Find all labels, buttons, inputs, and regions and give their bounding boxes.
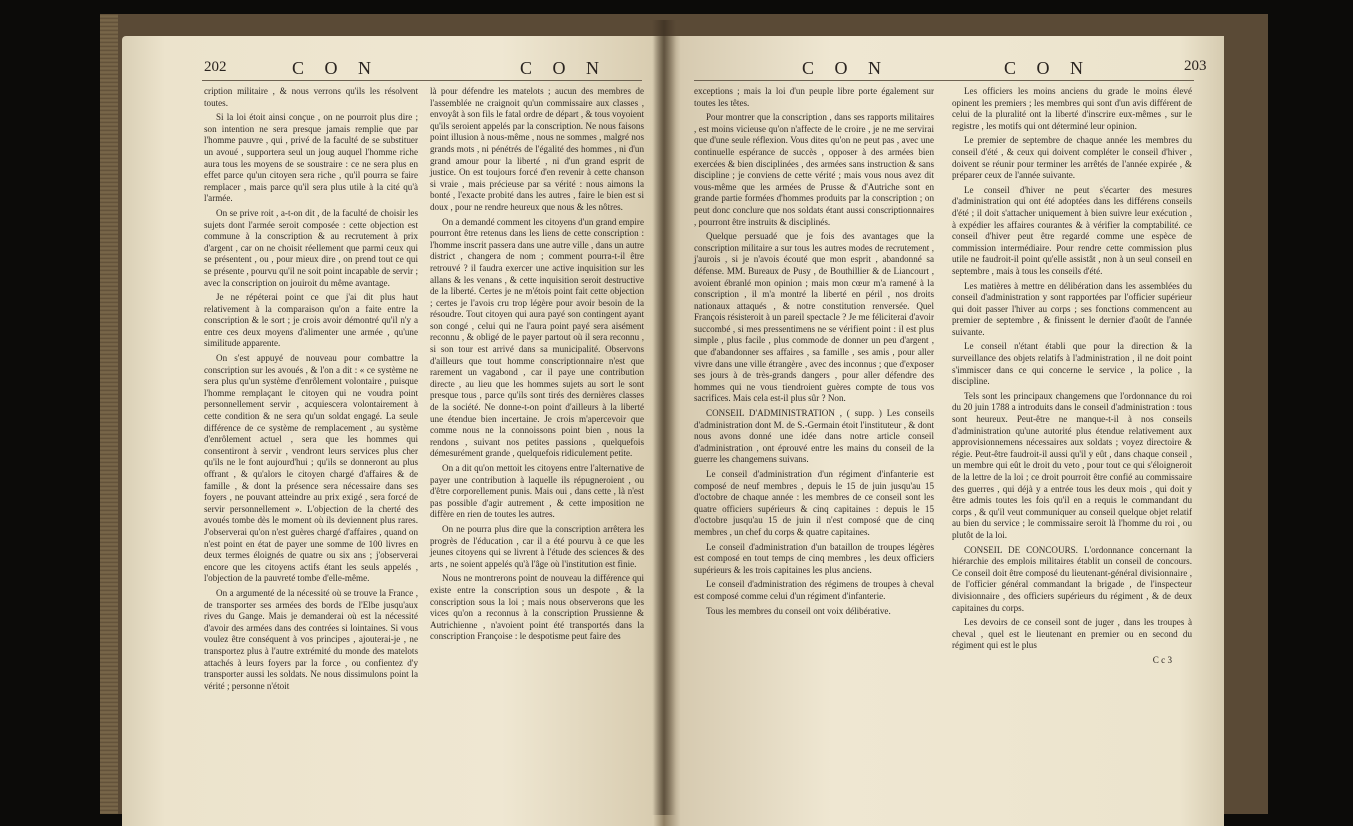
paragraph: exceptions ; mais la loi d'un peuple libre porte également sur toutes les têtes.: [694, 86, 934, 108]
paragraph: là pour défendre les matelots ; aucun des membres de l'assemblée ne craignoit qu'un commissaire aux classes , envoyât à son fils le fatal ordre de départ , & tous voyoient qu'ils seroient appelés par la conscription. Ne nous faisons point illusion à nous-même , nous ne sommes , malgré nos grands mots , ni pénétrés de l'égalité des hommes , ni d'un grand amour pour la liberté , ni d'un grand esprit de justice. On est toujours forcé d'en revenir à cette chanson si vraie , mais précieuse par sa vérité : nous aimons la bonté , l'exacte probité dans les autres , faire le bien est si doux , pour ne rendre heureux que nous & les nôtres.: [430, 86, 644, 212]
paragraph: cription militaire , & nous verrons qu'ils les résolvent toutes.: [204, 86, 418, 108]
paragraph: Tels sont les principaux changemens que l'ordonnance du roi du 20 juin 1788 a introduits dans le conseil d'administration : tous sont heureux. Peut-être ne manque-t-il à nos conseils d'administration qu'une autorité plus étendue relativement aux approvisionnemens nécessaires aux soldats ; voyez directoire & régie. Peut-être faudroit-il aussi qu'il y eût , dans chaque conseil , un membre qui eût le droit du veto , pour tout ce qui s'éloigneroit de la lettre de la loi ; ce droit pourroit être confié au commissaire des guerres , qui déjà y a entrée tous les deux mois , qui doit y être admis toutes les fois qu'il en a requis le commandant du corps , & qu'il veut communiquer au conseil quelque objet relatif au bien du service ; le commissaire seroit là l'homme du roi , ou plutôt de la loi.: [952, 390, 1192, 540]
paragraph: Le conseil d'administration d'un régiment d'infanterie est composé de neuf membres , depuis le 15 de juin jusqu'au 15 d'octobre de chaque année : les membres de ce conseil sont les quatre officiers supérieurs & cinq capitaines : depuis le 15 d'octobre jusqu'au 15 de juin il n'est composé que de cinq membres , un chef du corps & quatre capitaines.: [694, 469, 934, 537]
catchword: C c 3: [1152, 654, 1172, 665]
running-head-right: C O N: [1004, 58, 1092, 78]
paragraph: On a dit qu'on mettoit les citoyens entre l'alternative de payer une contribution à laquelle ils répugneroient , ou d'être corporellement punis. Mais oui , dans cette , là n'est pas possible d'agir autrement , & cette imposition ne diffère en rien de toutes les autres.: [430, 463, 644, 520]
header-rule: [202, 80, 642, 81]
paragraph: Le conseil d'administration d'un bataillon de troupes légères est composé en tout temps de cinq membres , les deux officiers supérieurs & les trois capitaines les plus anciens.: [694, 541, 934, 575]
right-page: [664, 36, 1224, 826]
text-column-1: [204, 86, 418, 695]
running-head-center: C O N: [520, 58, 608, 78]
paragraph: Le conseil n'étant établi que pour la direction & la surveillance des objets relatifs à l'administration , il ne doit point s'immiscer dans ce qui concerne le service , la police , la discipline.: [952, 341, 1192, 387]
paragraph: Si la loi étoit ainsi conçue , on ne pourroit plus dire ; son intention ne sera presque jamais remplie que par l'homme pauvre , qui , privé de la faculté de se substituer un avoué , supportera seul un joug auquel l'homme riche aura tous les moyens de se soustraire : ce ne sera plus en effet parce qu'un citoyen sera riche , qu'il pourra se faire remplacer , mais parce qu'il sera plus utile à la cité qu'à l'armée.: [204, 112, 418, 204]
header-rule: [694, 80, 1194, 81]
paragraph: Pour montrer que la conscription , dans ses rapports militaires , est moins vicieuse qu'on n'affecte de le croire , je ne me servirai que d'une seule réflexion. Vous dites qu'on ne peut pas , avec une continuelle espérance de succès , opposer à des armées bien exercées & bien disciplinées , des armées sans instruction & sans discipline ; je conviens de cette vérité ; mais vous nous avez dit vous-même que les armées de Prusse & d'Autriche sont en grande partie formées d'hommes produits par la conscription ; on peut donc conclure que nos soldats étant aussi conscriptionnaires , pourront être instruits & disciplinés.: [694, 112, 934, 227]
paragraph: On a argumenté de la nécessité où se trouve la France , de transporter ses armées des bords de l'Elbe jusqu'aux rives du Gange. Mais je demanderai où est la nécessité d'avoir des armées dans des contrées si lointaines. Si vous voulez être conséquent à vos principes , ajouterai-je , ne transportez plus à l'autre extrémité du monde des matelots attachés à leurs foyers par la force , ou confientez d'y transporter aussi les soldats. Ne nous dissimulons point la vérité ; personne n'étoit: [204, 587, 418, 691]
running-head: C O N: [802, 58, 890, 78]
paragraph: On se prive roit , a-t-on dit , de la faculté de choisir les sujets dont l'armée seroit composée : cette objection est commune à la conscription & au recrutement à prix d'argent , car on ne choisit réellement que parmi ceux qui se présentent , ou , pour mieux dire , on prend tout ce qui se présente , pourvu qu'il ne soit point incapable de servir ; avec la conscription on jouiroit du même avantage.: [204, 207, 418, 288]
paragraph: Le premier de septembre de chaque année les membres du conseil d'été , & ceux qui doivent compléter le conseil d'hiver , doivent se réunir pour terminer les arrêtés de l'année expirée , & préparer ceux de l'année suivante.: [952, 135, 1192, 181]
page-number: 203: [1184, 58, 1207, 74]
text-column-2: [952, 86, 1192, 670]
paragraph: Nous ne montrerons point de nouveau la différence qui existe entre la conscription sous un despote , & la conscription sous la loi ; mais nous observerons que les vices qu'on a reconnus à la conscription Prussienne & Autrichienne , n'avoient point été transportés dans la conscription Françoise : le despotisme peut faire des: [430, 573, 644, 642]
paragraph: Le conseil d'administration des régimens de troupes à cheval est composé comme celui d'un régiment d'infanterie.: [694, 579, 934, 601]
paragraph: Tous les membres du conseil ont voix délibérative.: [706, 605, 891, 616]
text-column-1: [694, 86, 934, 620]
paragraph: Le conseil d'hiver ne peut s'écarter des mesures d'administration qui ont été adoptées dans les différens conseils d'été ; il doit s'attacher uniquement à bien suivre leur exécution , à expédier les affaires courantes & à vérifier la comptabilité. ce conseil d'hiver peut être regardé comme une espèce de commission intermédiaire. Pour rendre cette commission plus utile ne faudroit-il point qu'elle assistât , non à un seul conseil en septembre , mais à tous les conseils d'été.: [952, 184, 1192, 276]
paragraph: Je ne répéterai point ce que j'ai dit plus haut relativement à la comparaison qu'on a faite entre la conscription & le sort ; je crois avoir démontré qu'il n'y a entre ces deux moyens d'alimenter une armée , qu'une similitude apparente.: [204, 292, 418, 349]
paragraph: CONSEIL D'ADMINISTRATION , ( supp. ) Les conseils d'administration dont M. de S.-Germain étoit l'instituteur , & dont nous avons donné une idée dans notre article conseil d'administration , ont éprouvé entre les mains du conseil de la guerre les changemens suivans.: [694, 408, 934, 465]
paragraph: Les matières à mettre en délibération dans les assemblées du conseil d'administration y sont rapportées par l'officier supérieur qui doit passer l'hiver au corps ; ses fonctions commencent au premier de septembre , & finissent le dernier d'août de l'année suivante.: [952, 280, 1192, 337]
page-number: 202: [204, 59, 227, 75]
paragraph: Les officiers les moins anciens du grade le moins élevé opinent les premiers ; les membres qui sont d'un avis différent de celui de la pluralité ont la liberté d'inscrire eux-mêmes , sur le registre , les motifs qui ont déterminé leur opinion.: [952, 86, 1192, 131]
paragraph: On s'est appuyé de nouveau pour combattre la conscription sur les avoués , & l'on a dit : « ce système ne sera plus qu'un système d'enrôlement volontaire , puisque l'homme remplaçant le citoyen qui ne voudra point personnellement servir , acquiescera volontairement à cette condition & ne sera qu'un soldat engagé. La seule différence de ce système de remplacement , au système d'enrôlement actuel , sera que les hommes qui consentiront à servir , vendront leurs services plus cher qu'ils ne le font aujourd'hui ; qu'ils se donneront au plus offrant , & qu'alors le citoyen chargé d'affaires & de famille , & dont la présence sera nécessaire dans ses foyers , ne pouvant atteindre au prix exigé , sera forcé de servir personnellement ». L'objection de la cherté des avoués tombe dès le moment où ils deviennent plus rares. J'observerai qu'on n'est guères chargé d'affaires , quand on n'est point en état de payer une somme de 100 livres en deux termes éloignés de quatre ou six ans ; j'observerai encore que les citoyens actifs étant les seuls appelés , l'objection de la pauvreté tombe d'elle-même.: [204, 353, 418, 584]
paragraph: Quelque persuadé que je fois des avantages que la conscription militaire a sur tous les autres modes de recrutement , j'aurois , si je n'avois écouté que mon esprit , abandonné sa défense. MM. Bureaux de Pusy , de Bouthillier & de Liancourt , avoient ébranlé mon opinion ; mais mon cœur m'a ramené à la conscription , il m'a montré la liberté en péril , nos droits nationaux attaqués , & notre constitution renversée. Quel François résisteroit à un pareil spectacle ? Je me féliciterai d'avoir succombé , si mes pressentimens ne se vérifient point : il est plus simple , plus facile , plus commode de donner un peu d'argent , que d'abandonner ses affaires , sa famille , ses amis , pour aller vivre dans une ville étrangère , avec des inconnus ; que d'exposer ses jours à de très-grands dangers , pour aller défendre des hommes qui ne vous tiendroient guères compte de tous vos sacrifices. Mais cela est-il plus sûr ? Non.: [694, 231, 934, 404]
paragraph: Les devoirs de ce conseil sont de juger , dans les troupes à cheval , quel est le lieutenant en premier ou en second du régiment qui est le plus: [952, 617, 1192, 651]
paragraph: On a demandé comment les citoyens d'un grand empire pourront être retenus dans les liens de cette conscription : l'homme inscrit passera dans une autre ville , dans un autre district , changera de nom ; comment pourra-t-il être retrouvé ? il faudra exercer une active inquisition sur les allans & les venans , & cette inquisition seroit destructive de la liberté. Certes je ne m'étois point fait cette objection ; certes je l'avois cru trop légère pour avoir besoin de la résoudre. Tout citoyen qui aura payé son contingent ayant son congé , celui qui ne l'aura point payé sera aisément reconnu , & obligé de le payer partout où il sera reconnu , si son tour est arrivé dans sa municipalité. Observons d'ailleurs que tout homme conscriptionnaire n'est que rarement un vagabond , car il paye une contribution directe , au lieu que les hommes sujets au sort le sont presque tous , parce qu'ils sont tirés des dernières classes de la société. Ne donne-t-on point d'ailleurs à la liberté une étendue bien incertaine. Je crois m'apercevoir que comme nous ne la connoissons point bien , nous la rendons , suivant nos petites passions , quelquefois démesurément grande , quelquefois ridiculement petite.: [430, 216, 645, 459]
paragraph: On ne pourra plus dire que la conscription arrêtera les progrès de l'éducation , car il a été pourvu à ce que les jeunes citoyens qui se livrent à l'étude des sciences & des arts , ne soient appelés qu'à l'âge où l'institution est finie.: [430, 523, 644, 569]
left-page: [122, 36, 664, 826]
running-head: C O N: [292, 58, 380, 78]
text-column-2: [430, 86, 644, 646]
paragraph: CONSEIL DE CONCOURS. L'ordonnance concernant la hiérarchie des emplois militaires établit un conseil de concours. Ce conseil doit être composé du lieutenant-général divisionnaire , de l'officier général commandant la brigade , de l'inspecteur divisionnaire , des officiers supérieurs du régiment , & de deux capitaines du corps.: [952, 544, 1192, 613]
